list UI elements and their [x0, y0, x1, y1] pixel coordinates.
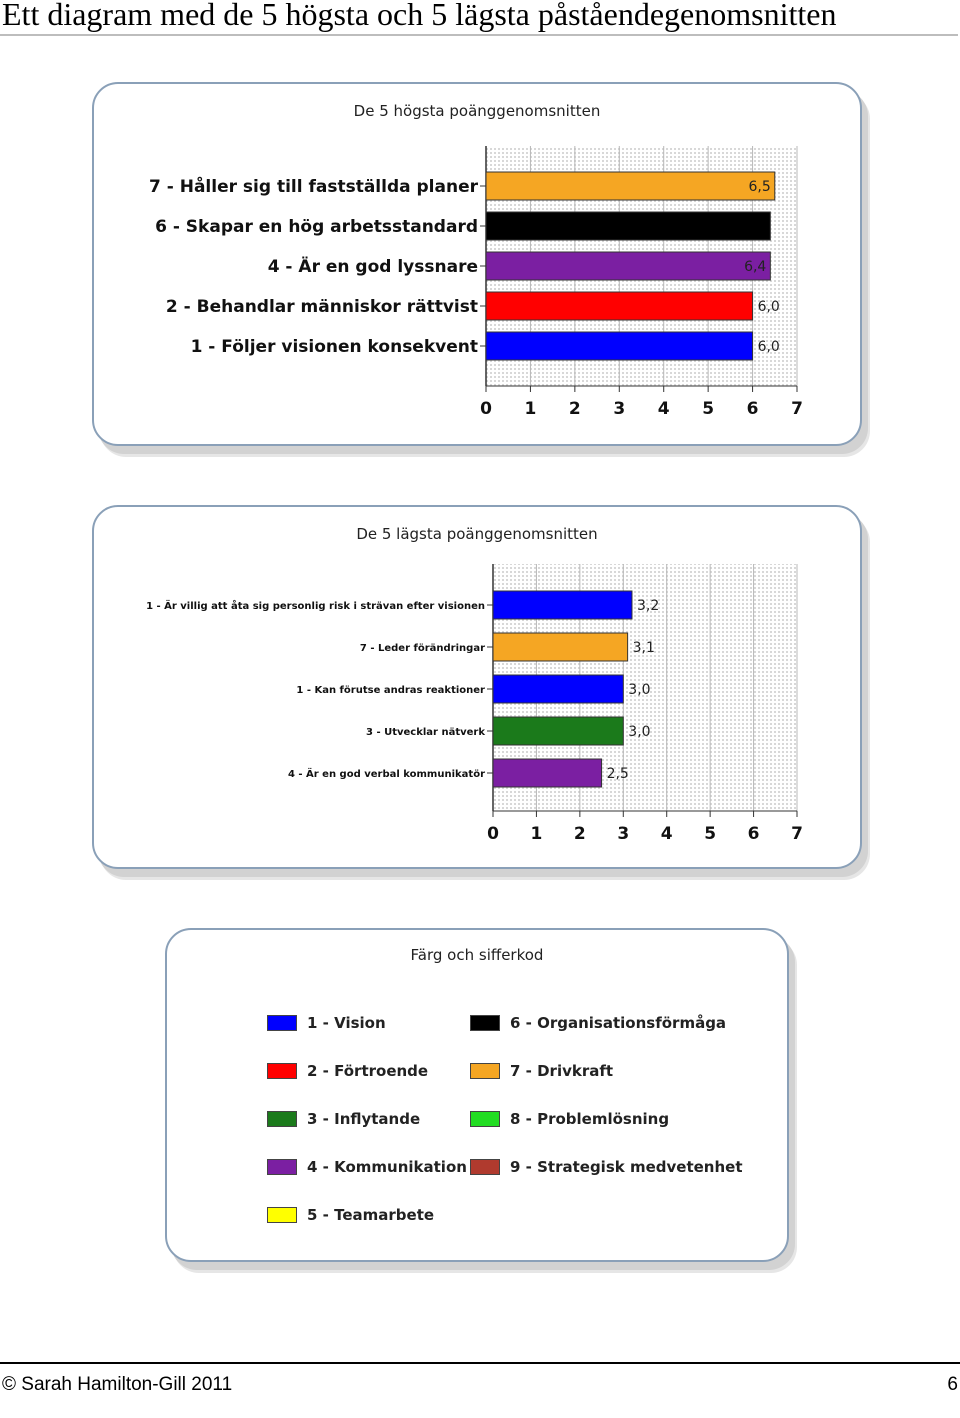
- color-key-label: 8 - Problemlösning: [510, 1110, 670, 1128]
- x-tick-label: 0: [480, 399, 492, 419]
- color-swatch: [470, 1015, 500, 1031]
- color-key-label: 6 - Organisationsförmåga: [510, 1014, 727, 1032]
- heading-divider: [0, 34, 958, 36]
- x-tick-label: 3: [613, 399, 626, 419]
- bar: [486, 292, 753, 320]
- x-tick-label: 4: [660, 824, 673, 844]
- color-key-label: 4 - Kommunikation: [307, 1158, 467, 1176]
- color-swatch: [470, 1111, 500, 1127]
- footer-copyright: © Sarah Hamilton-Gill 2011: [2, 1374, 233, 1395]
- bar: [486, 212, 770, 240]
- x-tick-label: 1: [524, 399, 537, 419]
- data-label: 6,0: [757, 299, 780, 315]
- bar: [493, 633, 628, 661]
- color-key-item: [267, 1014, 386, 1032]
- data-label: 3,0: [628, 724, 651, 740]
- data-label: 6,5: [748, 179, 771, 195]
- x-tick-label: 7: [791, 399, 803, 419]
- chart-title: De 5 högsta poänggenomsnitten: [353, 102, 601, 120]
- data-label: 6,0: [757, 339, 780, 355]
- color-key-item: [470, 1158, 743, 1176]
- top-five-chart-panel: [92, 82, 862, 446]
- category-label: 3 - Utvecklar nätverk: [366, 727, 485, 738]
- bar: [493, 591, 632, 619]
- category-label: 4 - Är en god verbal kommunikatör: [287, 769, 485, 780]
- color-key-item: [470, 1062, 613, 1080]
- bar: [493, 675, 623, 703]
- color-key-item: [267, 1158, 467, 1176]
- x-tick-label: 5: [704, 824, 717, 844]
- bottom-five-chart: [94, 507, 860, 867]
- category-label: 6 - Skapar en hög arbetsstandard: [155, 217, 478, 237]
- color-key-label: 2 - Förtroende: [307, 1062, 429, 1080]
- bar: [486, 332, 753, 360]
- footer-divider: [0, 1362, 960, 1364]
- color-key-item: [470, 1110, 669, 1128]
- color-swatch: [267, 1063, 297, 1079]
- category-label: 2 - Behandlar människor rättvist: [165, 297, 478, 317]
- x-tick-label: 0: [487, 824, 499, 844]
- top-five-chart: [94, 84, 860, 444]
- bar: [486, 172, 775, 200]
- color-key-item: [267, 1110, 420, 1128]
- color-key-label: 5 - Teamarbete: [307, 1206, 435, 1224]
- x-tick-label: 1: [530, 824, 543, 844]
- category-label: 1 - Är villig att åta sig personlig risk i strävan efter visionen: [146, 601, 485, 612]
- color-swatch: [267, 1207, 297, 1223]
- x-tick-label: 7: [791, 824, 803, 844]
- x-tick-label: 6: [746, 399, 759, 419]
- x-tick-label: 4: [657, 399, 670, 419]
- data-label: 3,2: [636, 598, 660, 614]
- color-swatch: [267, 1111, 297, 1127]
- color-key-item: [267, 1206, 434, 1224]
- x-tick-label: 5: [702, 399, 715, 419]
- category-label: 1 - Följer visionen konsekvent: [190, 337, 478, 357]
- x-tick-label: 3: [617, 824, 630, 844]
- chart-title: De 5 lägsta poänggenomsnitten: [356, 525, 598, 543]
- x-tick-label: 2: [573, 824, 586, 844]
- data-label: 3,1: [632, 640, 655, 656]
- category-label: 7 - Leder förändringar: [359, 643, 485, 654]
- category-label: 4 - Är en god lyssnare: [267, 257, 478, 277]
- data-label: 2,5: [606, 766, 629, 782]
- color-key-label: 1 - Vision: [307, 1014, 386, 1032]
- bottom-five-chart-panel: [92, 505, 862, 869]
- bar: [493, 717, 623, 745]
- color-key-item: [470, 1014, 726, 1032]
- color-swatch: [267, 1015, 297, 1031]
- color-key-label: 7 - Drivkraft: [510, 1062, 614, 1080]
- color-key-label: 9 - Strategisk medvetenhet: [510, 1158, 743, 1176]
- color-key-item: [267, 1062, 428, 1080]
- color-swatch: [470, 1159, 500, 1175]
- data-label: 6,4: [744, 259, 767, 275]
- page-number: 6: [947, 1374, 958, 1395]
- category-label: 1 - Kan förutse andras reaktioner: [296, 685, 485, 696]
- page-heading: Ett diagram med de 5 högsta och 5 lägsta påståendegenomsnitten: [2, 0, 837, 32]
- x-tick-label: 6: [747, 824, 760, 844]
- bar: [486, 252, 770, 280]
- category-label: 7 - Håller sig till fastställda planer: [149, 177, 478, 197]
- color-key-panel: [165, 928, 789, 1262]
- color-key-title: Färg och sifferkod: [410, 946, 544, 964]
- data-label: 3,0: [628, 682, 651, 698]
- color-swatch: [470, 1063, 500, 1079]
- color-swatch: [267, 1159, 297, 1175]
- color-key-label: 3 - Inflytande: [307, 1110, 421, 1128]
- bar: [493, 759, 602, 787]
- x-tick-label: 2: [568, 399, 581, 419]
